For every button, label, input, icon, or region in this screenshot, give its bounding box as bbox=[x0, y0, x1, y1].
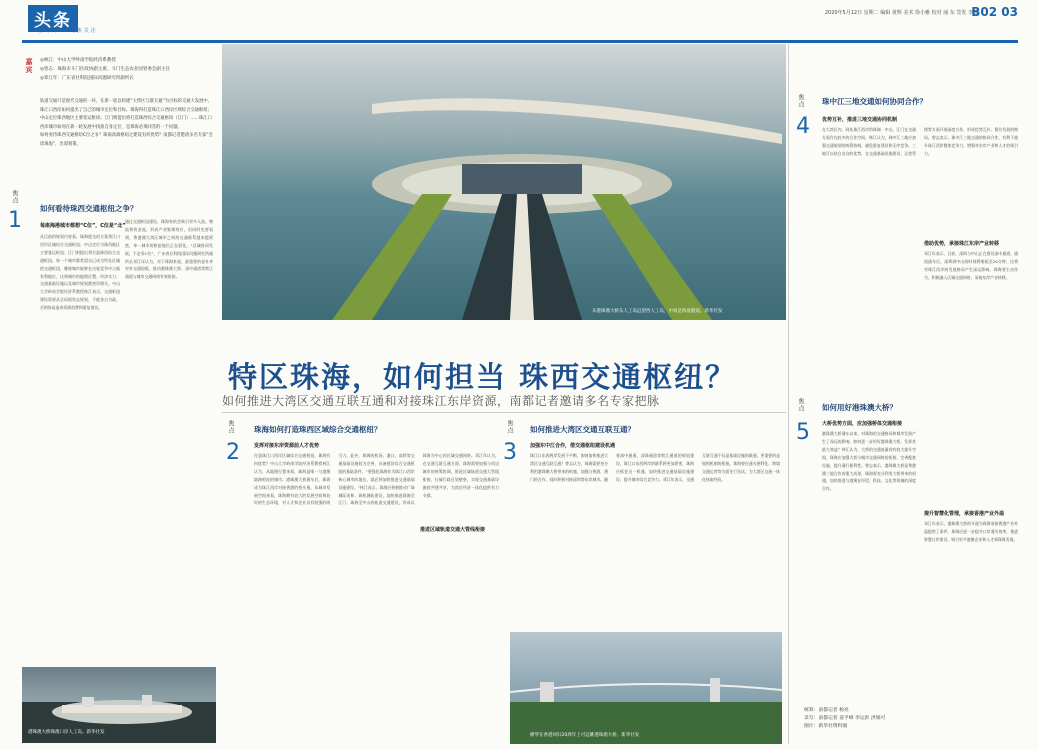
guest-label: 嘉宾 bbox=[25, 58, 33, 74]
page-header bbox=[22, 3, 1018, 33]
guest-list bbox=[40, 56, 200, 83]
guest-2: ◎曾志：珠海市斗门区政协副主席，斗门生态农业园管委会副主任 bbox=[40, 67, 170, 72]
credit-2: 采写：南都记者 姜平峰 李运彭 洪娟可 bbox=[804, 716, 886, 721]
focus-3-label: 焦点 bbox=[506, 420, 513, 434]
focus-1-question: 如何看待珠西交通枢纽之争？ bbox=[40, 204, 138, 213]
subheadline: 如何推进大湾区交通互联互通和对接珠江东岸资源，南都记者邀请多名专家把脉 bbox=[222, 394, 660, 408]
focus-2-subhead-2: 推进区域轨道交通大管线衔接 bbox=[420, 527, 486, 533]
page-number: B02 03 bbox=[971, 5, 1018, 19]
guest-3: ◎邓江年：广东省社科院国际问题研究所副所长 bbox=[40, 76, 134, 81]
main-photo-bridge bbox=[222, 44, 786, 320]
focus-4-question: 珠中江三地交通如何协同合作？ bbox=[822, 97, 927, 106]
focus-5-number: 5 bbox=[796, 420, 810, 445]
date-info: 2020年5月12日 星期二 编辑 黄辉 美术 徐小雅 校对 丽 东 签发 李锦 bbox=[824, 10, 978, 16]
headline-divider bbox=[222, 412, 786, 413]
focus-2-subhead: 发挥对接东岸资源前人才优势 bbox=[254, 443, 320, 449]
focus-3-number: 3 bbox=[503, 440, 517, 465]
headline: 特区珠海，如何担当 珠西交通枢纽？ bbox=[228, 360, 737, 394]
main-photo-caption: 从港珠澳大桥东人工岛远望西人工岛，中间是海底隧道。新华社发 bbox=[592, 309, 723, 314]
lede-para-1: 轨道交通只是现代交通的一环，在新一轮以构建“大湾区互联互通”为目标的交通大发展中，珠江口西岸如何提出了自己的城市定位和目标。珠海得打造珠江口西岸区域综合交通枢纽；中山定位珠西地区主要客运枢纽；江门则提出将打造珠西综合交通枢纽（江门）……珠江口西岸城市如何在新一轮发展中找准自身定位，是珠海必须回答的一个问题。 bbox=[40, 99, 213, 130]
focus-5-label: 焦点 bbox=[797, 398, 804, 412]
focus-4-body-2: 邓江年表示，目前，深圳与中山正在建设深中通道，通道通车后，深圳到中山的时间将缩短至20分钟，这将对珠江西岸的发展格局产生深远影响。珠海要主动作为，积极融入区域交通网络，承接东岸产业转移。 bbox=[924, 251, 1018, 280]
focus-5-subhead: 大桥优势方面，应加强桥体交通衔接 bbox=[822, 421, 903, 427]
focus-3-subhead: 加强东中江合作，借交通枢纽建设机遇 bbox=[530, 443, 616, 449]
focus-3-body: 珠江口东西两岸发展不平衡，如何加快推进大湾区交通互联互通？曾志认为，珠海需要充分利用港珠澳大桥带来的机遇，加强与香港、澳门的合作，同时积极对接深圳等东岸城市。随着深中通道、深珠通道等跨江通道的规划建设，珠江口东西两岸的联系将更加紧密，珠海应抓住这一机遇，加快推进交通基础设施建设，提升城市综合竞争力。邓江年表示，交通互联互通不仅是基础设施的联通，更重要的是规则机制的衔接。珠海要在通关便利化、跨境交通运营等方面先行先试，为大湾区交通一体化探索经验。 bbox=[530, 453, 780, 482]
hengqin-illustration bbox=[510, 632, 782, 744]
photo-hengqin bbox=[510, 632, 782, 744]
focus-5-question: 如何用好港珠澳大桥？ bbox=[822, 403, 897, 412]
focus-4-label: 焦点 bbox=[797, 94, 804, 108]
focus-5-body-2: 邓江年表示，港珠澳大桥的开通为珠海承接香港产业外溢提供了条件，珠海应进一步提升口岸通关效率，推进智慧口岸建设，吸引更多港澳企业和人才到珠海发展。 bbox=[924, 521, 1018, 542]
credits bbox=[804, 707, 885, 731]
bridge-island-illustration bbox=[222, 44, 786, 320]
focus-2-body: 打造珠江口西岸区域综合交通枢纽，珠海有何优势？中山大学岭南学院经济系教授林江认为，从地理位置来看，珠海是唯一与港澳陆路相连的城市。港珠澳大桥通车后，珠海成为珠江西岸对接香港的桥头堡。从城市发展空间来看，珠海拥有较大的发展空间和较好的生态环境，对人才和企业具有较强的吸引力。此外，珠海的机场、港口、高铁等交通基础设施较为完善，具备建设综合交通枢纽的基础条件。“要强化珠海作为珠江口西岸核心城市的地位，就必须加快推进交通基础设施建设。”林江表示，珠海应积极推动广珠城际延伸、珠机城轨建设，加快推进珠海至江门、珠海至中山的轨道交通建设，形成以珠海为中心的区域交通网络。邓江年认为，在交通互联互通方面，珠海需要加强与周边城市的统筹协调，推进区域轨道交通大管线衔接，打破行政区划壁垒，实现交通基础设施的共建共享，为湾区经济一体化提供有力支撑。 bbox=[254, 453, 499, 506]
focus-4-number: 4 bbox=[796, 114, 810, 139]
focus-1-col-1: 从目前的规划内容看，珠海提交的方案将江口西岸区域综合交通枢纽；中山定位为珠西地区主要客运枢纽；江门则提出将打造珠西综合交通枢纽。每一个城市都希望自己成为所在区域的交通枢纽，哪座城市能够在这轮竞争中占据有利地位，这和城市的地理位置、经济实力、交通基础设施以及城市规划都密切相关。中山大学岭南学院经济系教授林江表示，交通枢纽建设需要从全局视角去规划，不能各自为政，否则容易造成资源浪费和重复建设。 bbox=[40, 234, 120, 311]
lede-para-2: 如何看待珠西交通枢纽C位之争？珠海高端枢纽之建设有何优势？南都记者邀请多名专家“会诊珠海”，出谋划策。 bbox=[40, 133, 213, 147]
focus-5-subhead-2: 提升智慧化管理，承接香港产业外溢 bbox=[924, 511, 1005, 517]
column-divider bbox=[788, 44, 789, 744]
photo-caption-3: 横琴在香港回归20周年上可远眺港珠澳大桥。新华社发 bbox=[530, 733, 640, 738]
header-rule bbox=[22, 40, 1018, 43]
photo-artificial-island bbox=[22, 667, 216, 743]
focus-1-col-2: 通过交通枢纽建设，珠海有机会吸引更多人流、物流和资金流，形成产业集聚效应。但同时也要看到，粤港澳大湾区城市之间的交通联系越来越紧密，单一城市的枢纽地位正在弱化。“区域协同发展，不必争C位”。广东省社科院国际问题研究所副所长邓江年认为，对于珠海来说，最重要的是补齐对外交通短板，推动港珠澳大桥、深中通道等跨江通道与城市交通网络有效衔接。 bbox=[125, 219, 213, 280]
credit-3: 图片：新华社资料图 bbox=[804, 724, 848, 729]
focus-1-label: 焦点 bbox=[11, 190, 18, 204]
focus-5-body: 港珠澳大桥通车以来，对珠海的交通格局和城市发展产生了深远的影响。如何进一步用好港珠澳大桥，发挥其最大效益？林江认为，大桥的交通流量尚有较大提升空间，珠海应加强大桥与城市交通网络的衔接，完善配套设施，提升通行便利性。曾志表示，港珠澳大桥是粤港澳三地合作的重大成果，珠海要充分利用大桥带来的机遇，加快推进与港澳在经贸、科技、文化等领域的深度合作。 bbox=[822, 431, 916, 492]
focus-1-subhead: 每座海港城市都想“C位”，C位是“北” bbox=[40, 223, 126, 229]
focus-4-subhead: 优势互补，推进三地交通协同机制 bbox=[822, 117, 898, 123]
focus-4-subhead-2: 借助优势，承接珠江东岸产业转移 bbox=[924, 241, 1000, 247]
photo-caption-1: 港珠澳大桥珠澳口岸人工岛。新华社发 bbox=[28, 730, 105, 735]
focus-4-body: 在大湾区内，同处珠江西岸的珠海、中山、江门在交通方面存在较多的合作空间。林江认为，珠中江三地应加强交通规划的统筹协调，避免重复建设和无序竞争。三地可以结合各自的优势，在交通基础设施建设、运营管理等方面开展深度合作，形成优势互补、错位发展的格局。曾志表示，珠中江三地交通的协同合作，有利于提升珠江西岸整体竞争力，增强对东岸产业和人才的吸引力。 bbox=[822, 127, 1018, 156]
section-slogan: 看珠海 · 聚焦关注 bbox=[38, 28, 98, 34]
focus-2-label: 焦点 bbox=[227, 420, 234, 434]
focus-2-question: 珠海如何打造珠西区域综合交通枢纽？ bbox=[254, 425, 382, 434]
credit-1: 统筹：南都记者 杨亮 bbox=[804, 708, 849, 713]
focus-2-number: 2 bbox=[226, 440, 240, 465]
lede bbox=[40, 98, 214, 150]
guest-1: ◎林江：中山大学岭南学院经济系教授 bbox=[40, 58, 116, 63]
section-logo: 头条 bbox=[28, 5, 78, 32]
focus-1-number: 1 bbox=[8, 208, 22, 233]
focus-3-question: 如何推进大湾区交通互联互通？ bbox=[530, 425, 635, 434]
